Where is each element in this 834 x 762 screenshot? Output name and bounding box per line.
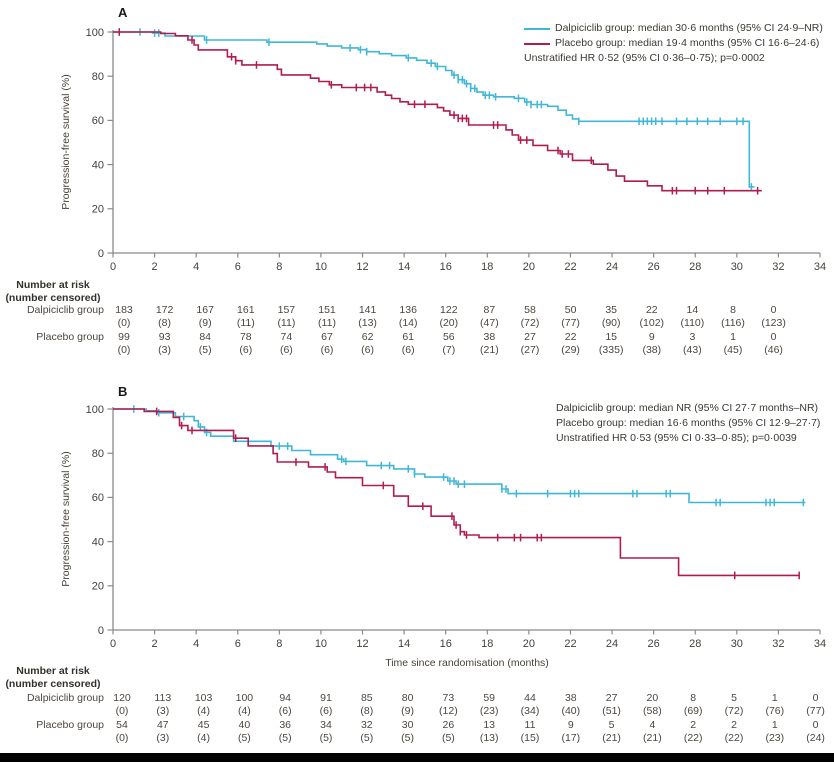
y-axis-title-b: Progression-free survival (%) bbox=[60, 451, 72, 587]
at-risk-value: 1 bbox=[730, 331, 736, 343]
censored-value: (20) bbox=[439, 317, 459, 329]
censored-value: (0) bbox=[115, 705, 129, 717]
x-tick-label: 30 bbox=[730, 638, 743, 650]
y-tick-label: 40 bbox=[91, 536, 104, 549]
censored-value: (7) bbox=[442, 344, 456, 356]
at-risk-value: 61 bbox=[402, 331, 415, 343]
at-risk-value: 22 bbox=[645, 304, 658, 316]
censored-value: (6) bbox=[279, 344, 293, 356]
censored-value: (3) bbox=[158, 344, 172, 356]
x-tick-label: 6 bbox=[234, 638, 241, 650]
legend-row bbox=[556, 401, 820, 416]
at-risk-value: 36 bbox=[279, 719, 292, 731]
y-tick-label: 20 bbox=[91, 203, 104, 216]
x-tick-label: 2 bbox=[151, 261, 158, 273]
at-risk-value: 14 bbox=[686, 304, 699, 316]
at-risk-value: 44 bbox=[524, 692, 536, 704]
y-tick-label: 100 bbox=[85, 26, 104, 39]
censored-value: (0) bbox=[115, 732, 129, 744]
censored-value: (22) bbox=[683, 732, 703, 744]
censored-value: (43) bbox=[683, 344, 702, 356]
censored-value: (34) bbox=[520, 705, 540, 717]
at-risk-value: 1 bbox=[771, 719, 778, 731]
censored-value: (21) bbox=[602, 732, 621, 744]
censored-value: (11) bbox=[277, 317, 296, 329]
censored-value: (51) bbox=[602, 705, 621, 717]
at-risk-value: 59 bbox=[483, 692, 496, 704]
risk-row-label: Dalpiciclib group bbox=[26, 304, 104, 316]
x-tick-label: 22 bbox=[564, 261, 577, 273]
legend-row bbox=[524, 21, 823, 36]
at-risk-value: 80 bbox=[401, 692, 414, 704]
censored-value: (13) bbox=[479, 732, 499, 744]
risk-row-label: Placebo group bbox=[36, 719, 104, 731]
legend-text-placebo-a: Placebo group: median 19·4 months (95% CI 16·6–24·6) bbox=[555, 37, 820, 49]
risk-table-b-header-line1: Number at risk bbox=[16, 665, 90, 677]
at-risk-value: 32 bbox=[360, 719, 373, 731]
at-risk-value: 120 bbox=[113, 692, 131, 704]
x-tick-label: 4 bbox=[193, 261, 200, 273]
x-tick-label: 34 bbox=[813, 261, 827, 273]
at-risk-value: 47 bbox=[156, 719, 169, 731]
censored-value: (9) bbox=[401, 705, 415, 717]
x-tick-label: 18 bbox=[481, 261, 494, 273]
censored-value: (77) bbox=[806, 705, 825, 717]
censored-value: (8) bbox=[360, 705, 374, 717]
legend-row bbox=[524, 51, 823, 66]
censored-value: (6) bbox=[239, 344, 253, 356]
x-tick-label: 10 bbox=[314, 261, 328, 273]
x-tick-label: 28 bbox=[689, 261, 702, 273]
y-tick-label: 60 bbox=[91, 492, 104, 505]
censored-value: (9) bbox=[198, 317, 212, 329]
censored-value: (14) bbox=[398, 317, 418, 329]
risk-table-a-header-line1: Number at risk bbox=[16, 279, 90, 291]
x-tick-label: 10 bbox=[314, 638, 328, 650]
censored-value: (5) bbox=[237, 732, 251, 744]
risk-table-a-header-line2: (number censored) bbox=[5, 292, 101, 304]
censored-value: (3) bbox=[156, 705, 170, 717]
y-tick-label: 60 bbox=[91, 115, 104, 128]
at-risk-value: 9 bbox=[567, 719, 574, 731]
at-risk-value: 93 bbox=[158, 331, 171, 343]
at-risk-value: 87 bbox=[483, 304, 496, 316]
risk-table-b-header-line2: (number censored) bbox=[5, 678, 101, 690]
censored-value: (46) bbox=[764, 344, 783, 356]
x-tick-label: 6 bbox=[234, 261, 241, 273]
y-tick-label: 0 bbox=[97, 247, 104, 260]
legend-text-hr-b: Unstratified HR 0·53 (95% CI 0·33–0·85); p=0·0039 bbox=[556, 432, 797, 444]
y-tick-label: 20 bbox=[91, 580, 104, 593]
x-tick-label: 26 bbox=[647, 638, 660, 650]
censored-value: (47) bbox=[480, 317, 499, 329]
at-risk-value: 15 bbox=[605, 331, 618, 343]
at-risk-value: 2 bbox=[690, 719, 697, 731]
censored-value: (24) bbox=[806, 732, 825, 744]
at-risk-value: 122 bbox=[440, 304, 458, 316]
censored-value: (58) bbox=[643, 705, 662, 717]
censored-value: (38) bbox=[642, 344, 662, 356]
censored-value: (45) bbox=[723, 344, 743, 356]
x-tick-label: 32 bbox=[772, 638, 785, 650]
at-risk-value: 2 bbox=[731, 719, 737, 731]
censored-value: (22) bbox=[724, 732, 744, 744]
x-tick-label: 2 bbox=[151, 638, 158, 650]
x-tick-label: 4 bbox=[193, 638, 200, 650]
at-risk-value: 40 bbox=[238, 719, 251, 731]
at-risk-value: 38 bbox=[483, 331, 496, 343]
censored-value: (29) bbox=[561, 344, 580, 356]
x-tick-label: 22 bbox=[564, 638, 577, 650]
figure-bottom-rule bbox=[0, 753, 834, 762]
at-risk-value: 30 bbox=[401, 719, 414, 731]
censored-value: (0) bbox=[117, 344, 131, 356]
censored-value: (21) bbox=[643, 732, 662, 744]
at-risk-value: 4 bbox=[649, 719, 656, 731]
at-risk-value: 5 bbox=[608, 719, 615, 731]
at-risk-value: 67 bbox=[321, 331, 333, 343]
x-tick-label: 14 bbox=[397, 261, 411, 273]
censored-value: (6) bbox=[320, 344, 334, 356]
at-risk-value: 85 bbox=[360, 692, 373, 704]
at-risk-value: 8 bbox=[690, 692, 697, 704]
censored-value: (72) bbox=[724, 705, 744, 717]
censored-value: (6) bbox=[278, 705, 292, 717]
x-tick-label: 20 bbox=[522, 261, 536, 273]
censored-value: (335) bbox=[598, 344, 624, 356]
at-risk-value: 9 bbox=[648, 331, 655, 343]
at-risk-value: 94 bbox=[279, 692, 292, 704]
x-tick-label: 24 bbox=[605, 638, 619, 650]
at-risk-value: 151 bbox=[318, 304, 336, 316]
x-tick-label: 32 bbox=[772, 261, 785, 273]
censored-value: (0) bbox=[117, 317, 131, 329]
at-risk-value: 183 bbox=[115, 304, 133, 316]
at-risk-value: 84 bbox=[199, 331, 212, 343]
x-tick-label: 30 bbox=[730, 261, 743, 273]
at-risk-value: 27 bbox=[605, 692, 618, 704]
at-risk-value: 1 bbox=[771, 692, 778, 704]
at-risk-value: 167 bbox=[196, 304, 214, 316]
censored-value: (17) bbox=[561, 732, 581, 744]
x-tick-label: 12 bbox=[356, 261, 369, 273]
at-risk-value: 161 bbox=[237, 304, 255, 316]
x-tick-label: 14 bbox=[397, 638, 411, 650]
censored-value: (6) bbox=[319, 705, 333, 717]
censored-value: (23) bbox=[765, 732, 785, 744]
at-risk-value: 26 bbox=[442, 719, 455, 731]
censored-value: (11) bbox=[236, 317, 255, 329]
y-tick-label: 40 bbox=[91, 159, 104, 172]
censored-value: (110) bbox=[680, 317, 705, 329]
at-risk-value: 45 bbox=[197, 719, 210, 731]
legend-text-placebo-b: Placebo group: median 16·6 months (95% CI 12·9–27·7) bbox=[556, 417, 821, 429]
x-tick-label: 12 bbox=[356, 638, 369, 650]
at-risk-value: 34 bbox=[320, 719, 332, 731]
legend-text-dalpiciclib-b: Dalpiciclib group: median NR (95% CI 27·7 months–NR) bbox=[556, 402, 819, 414]
censored-value: (102) bbox=[639, 317, 665, 329]
x-tick-label: 0 bbox=[109, 261, 117, 273]
legend-text-dalpiciclib-a: Dalpiciclib group: median 30·6 months (95% CI 24·9–NR) bbox=[555, 22, 823, 34]
at-risk-value: 141 bbox=[358, 304, 377, 316]
at-risk-value: 78 bbox=[239, 331, 252, 343]
at-risk-value: 91 bbox=[320, 692, 332, 704]
at-risk-value: 136 bbox=[399, 304, 417, 316]
x-tick-label: 34 bbox=[813, 638, 827, 650]
censored-value: (4) bbox=[237, 705, 251, 717]
panel-b-label: B bbox=[118, 384, 128, 399]
legend-panel-a bbox=[524, 21, 823, 66]
censored-value: (5) bbox=[319, 732, 333, 744]
censored-value: (69) bbox=[683, 705, 703, 717]
at-risk-value: 99 bbox=[118, 331, 130, 343]
censored-value: (23) bbox=[479, 705, 499, 717]
at-risk-value: 0 bbox=[770, 331, 777, 343]
at-risk-value: 0 bbox=[770, 304, 777, 316]
censored-value: (13) bbox=[358, 317, 377, 329]
x-tick-label: 28 bbox=[689, 638, 702, 650]
at-risk-value: 13 bbox=[483, 719, 496, 731]
at-risk-value: 38 bbox=[564, 692, 577, 704]
at-risk-value: 35 bbox=[605, 304, 618, 316]
legend-text-hr-a: Unstratified HR 0·52 (95% CI 0·36–0·75); p=0·0002 bbox=[524, 52, 765, 64]
censored-value: (3) bbox=[156, 732, 170, 744]
at-risk-value: 22 bbox=[564, 331, 577, 343]
censored-value: (12) bbox=[439, 705, 458, 717]
censored-value: (11) bbox=[318, 317, 336, 329]
x-tick-label: 8 bbox=[276, 638, 283, 650]
legend-row bbox=[556, 431, 820, 446]
censored-value: (5) bbox=[441, 732, 455, 744]
censored-value: (76) bbox=[765, 705, 785, 717]
y-tick-label: 100 bbox=[85, 403, 104, 416]
placebo-line-swatch bbox=[524, 43, 550, 45]
censored-value: (5) bbox=[401, 732, 415, 744]
censored-value: (6) bbox=[361, 344, 375, 356]
at-risk-value: 0 bbox=[812, 719, 819, 731]
x-axis-title: Time since randomisation (months) bbox=[385, 657, 549, 669]
risk-row-label: Dalpiciclib group bbox=[26, 692, 104, 704]
at-risk-value: 54 bbox=[116, 719, 128, 731]
dalpiciclib-line-swatch bbox=[524, 28, 550, 30]
censored-value: (5) bbox=[198, 344, 212, 356]
x-tick-label: 18 bbox=[481, 638, 494, 650]
censored-value: (4) bbox=[197, 705, 211, 717]
censored-value: (15) bbox=[520, 732, 540, 744]
legend-row bbox=[556, 416, 820, 431]
at-risk-value: 20 bbox=[646, 692, 659, 704]
censored-value: (8) bbox=[158, 317, 172, 329]
at-risk-value: 74 bbox=[280, 331, 293, 343]
x-tick-label: 24 bbox=[605, 261, 619, 273]
x-tick-label: 16 bbox=[439, 638, 452, 650]
x-tick-label: 8 bbox=[276, 261, 283, 273]
at-risk-value: 5 bbox=[731, 692, 737, 704]
risk-row-label: Placebo group bbox=[36, 331, 104, 343]
censored-value: (5) bbox=[360, 732, 374, 744]
at-risk-value: 113 bbox=[154, 692, 172, 704]
at-risk-value: 58 bbox=[524, 304, 536, 316]
legend-row bbox=[524, 36, 823, 51]
at-risk-value: 27 bbox=[524, 331, 536, 343]
at-risk-value: 56 bbox=[442, 331, 455, 343]
censored-value: (40) bbox=[561, 705, 581, 717]
y-tick-label: 0 bbox=[97, 624, 104, 637]
at-risk-value: 11 bbox=[524, 719, 536, 731]
at-risk-value: 172 bbox=[155, 304, 174, 316]
censored-value: (90) bbox=[601, 317, 621, 329]
x-tick-label: 26 bbox=[647, 261, 660, 273]
x-tick-label: 0 bbox=[109, 638, 117, 650]
censored-value: (116) bbox=[721, 317, 745, 329]
y-tick-label: 80 bbox=[91, 448, 104, 460]
at-risk-value: 50 bbox=[564, 304, 577, 316]
at-risk-value: 157 bbox=[277, 304, 296, 316]
x-tick-label: 16 bbox=[439, 261, 452, 273]
censored-value: (6) bbox=[401, 344, 415, 356]
y-axis-title-a: Progression-free survival (%) bbox=[60, 74, 72, 210]
x-tick-label: 20 bbox=[522, 638, 536, 650]
at-risk-value: 100 bbox=[235, 692, 254, 704]
censored-value: (4) bbox=[197, 732, 211, 744]
censored-value: (5) bbox=[278, 732, 292, 744]
censored-value: (27) bbox=[520, 344, 540, 356]
at-risk-value: 73 bbox=[442, 692, 455, 704]
censored-value: (77) bbox=[561, 317, 580, 329]
panel-a-label: A bbox=[118, 5, 128, 20]
y-tick-label: 80 bbox=[91, 71, 104, 83]
legend-panel-b bbox=[556, 401, 820, 446]
censored-value: (21) bbox=[480, 344, 499, 356]
at-risk-value: 103 bbox=[194, 692, 213, 704]
censored-value: (123) bbox=[761, 317, 786, 329]
at-risk-value: 3 bbox=[689, 331, 696, 343]
censored-value: (72) bbox=[520, 317, 540, 329]
at-risk-value: 62 bbox=[361, 331, 374, 343]
at-risk-value: 8 bbox=[730, 304, 736, 316]
at-risk-value: 0 bbox=[812, 692, 819, 704]
